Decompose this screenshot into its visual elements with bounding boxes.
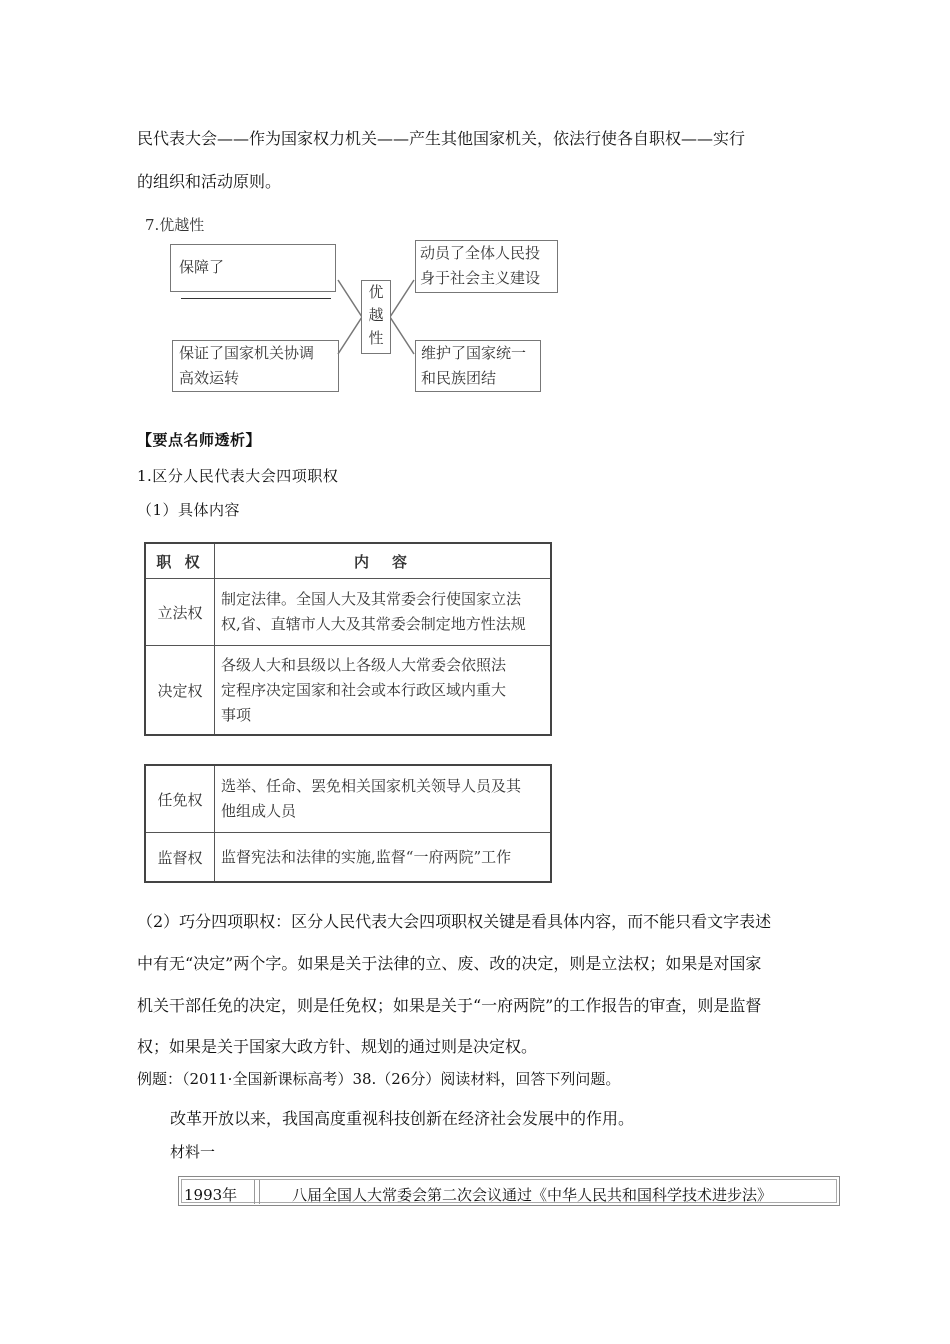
box-br-line-2: 和民族团结 (421, 369, 497, 387)
row-key-supervision: 监督权 (145, 833, 215, 883)
table-row (145, 646, 551, 736)
box-tr-line-2: 身于社会主义建设 (420, 269, 541, 287)
material-divider (254, 1180, 260, 1204)
material-label: 材料一 (170, 1143, 216, 1161)
intro-line-2: 的组织和活动原则。 (137, 172, 282, 191)
material-year: 1993年 (184, 1186, 238, 1204)
material-row (181, 1179, 837, 1203)
powers-table-2 (144, 764, 552, 883)
row-value-appointment (215, 765, 552, 833)
center-char-1: 优 (368, 283, 384, 301)
row-key-decision: 决定权 (145, 646, 215, 736)
material-text: 八届全国人大常委会第二次会议通过《中华人民共和国科学技术进步法》 (292, 1186, 773, 1204)
center-char-2: 越 (368, 306, 384, 324)
table-row (145, 765, 551, 833)
table-row (145, 833, 551, 883)
box-tr-line-1: 动员了全体人民投 (420, 244, 541, 262)
para2-line-1: （2）巧分四项职权：区分人民代表大会四项职权关键是看具体内容，而不能只看文字表述 (137, 912, 772, 931)
diagram-box-top-left (170, 244, 336, 292)
row-value-line: 权,省、直辖市人大及其常委会制定地方性法规 (221, 615, 526, 633)
row-value-line: 选举、任命、罢免相关国家机关领导人员及其 (221, 777, 522, 795)
row-value-line: 事项 (221, 705, 252, 724)
diagram-box-bottom-left (172, 340, 339, 392)
example-intro: 改革开放以来，我国高度重视科技创新在经济社会发展中的作用。 (170, 1109, 635, 1128)
analysis-sub-1: （1）具体内容 (137, 501, 241, 519)
table-row (145, 579, 551, 646)
box-bl-line-2: 高效运转 (179, 369, 240, 387)
row-value-line: 制定法律。全国人大及其常委会行使国家立法 (221, 590, 522, 608)
powers-table-1 (144, 542, 552, 736)
row-value-line: 各级人大和县级以上各级人大常委会依照法 (221, 655, 507, 674)
row-value-line: 定程序决定国家和社会或本行政区域内重大 (221, 680, 507, 699)
center-char-3: 性 (368, 329, 384, 347)
para2-line-4: 权；如果是关于国家大政方针、规划的通过则是决定权。 (137, 1037, 538, 1056)
row-key-legislative: 立法权 (145, 579, 215, 646)
table-header-power: 职 权 (145, 543, 215, 579)
row-value-decision (215, 646, 552, 736)
para2-line-2: 中有无“决定”两个字。如果是关于法律的立、废、改的决定，则是立法权；如果是对国家 (137, 954, 762, 973)
para2-line-3: 机关干部任免的决定，则是任免权；如果是关于“一府两院”的工作报告的审查，则是监督 (137, 996, 762, 1015)
blank-underline (181, 282, 331, 299)
section-7-heading: 7.优越性 (145, 216, 205, 234)
example-title: 例题：（2011·全国新课标高考）38.（26分）阅读材料，回答下列问题。 (137, 1070, 621, 1088)
material-table (178, 1176, 840, 1206)
analysis-item-1: 1.区分人民代表大会四项职权 (137, 467, 339, 485)
intro-line-1: 民代表大会——作为国家权力机关——产生其他国家机关，依法行使各自职权——实行 (137, 129, 746, 148)
diagram-box-bottom-right (415, 340, 541, 392)
box-br-line-1: 维护了国家统一 (421, 344, 527, 362)
row-value-legislative (215, 579, 552, 646)
table-header-content: 内 容 (215, 543, 552, 579)
row-value-line: 监督宪法和法律的实施,监督“一府两院”工作 (221, 847, 512, 866)
row-key-appointment: 任免权 (145, 765, 215, 833)
row-value-supervision (215, 833, 552, 883)
diagram-center-box (361, 280, 391, 354)
box-bl-line-1: 保证了国家机关协调 (179, 344, 315, 362)
row-value-line: 他组成人员 (221, 802, 297, 820)
box-tl-text: 保障了 (179, 258, 225, 276)
diagram-box-top-right (415, 240, 558, 293)
analysis-heading: 【要点名师透析】 (137, 431, 262, 449)
